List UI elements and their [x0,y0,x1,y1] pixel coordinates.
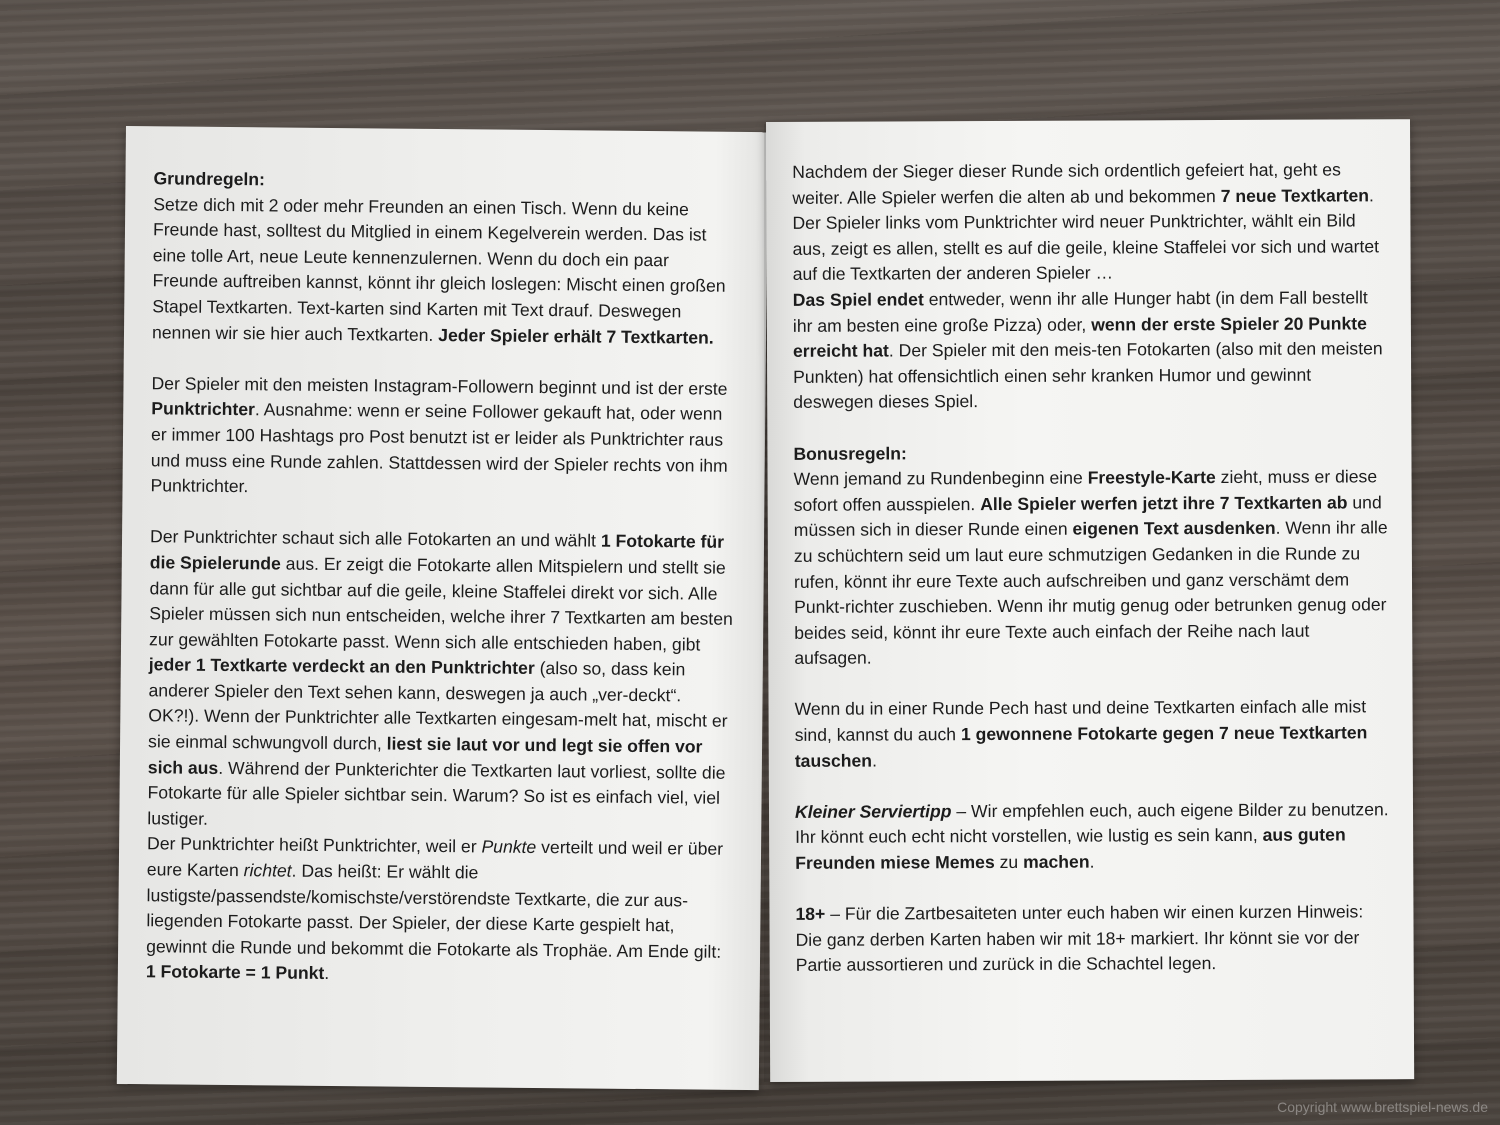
paragraph-name [146,832,731,991]
text-punktrichter-bold: Punktrichter [151,398,256,420]
text-grundregeln-bold: Jeder Spieler erhält 7 Textkarten. [438,324,714,348]
text-name-italic-1: Punkte [481,836,537,858]
text-tipp-bold-italic: Kleiner Serviertipp [794,801,952,822]
heading-grundregeln: Grundregeln: [153,168,266,190]
paragraph-grundregeln [152,166,738,351]
text-tipp-3: . [1089,851,1095,872]
text-name-3: . Das heißt: Er wählt die lustigste/passendste/komischste/verstörendste Textkarte, die zur aus-liegenden Fotokarte passt. Der Spieler, der diese Karte gespielt hat, gewinnt die Runde und bekommt die Fotokarte als Trophäe. Am Ende gilt: [146,860,722,962]
watermark: Copyright www.brettspiel-news.de [1277,1099,1488,1115]
text-bonus-bold-3: eigenen Text ausdenken [1072,518,1276,539]
text-name-4: . [324,963,330,984]
text-tipp-1: – Wir empfehlen euch, auch eigene Bilder zu benutzen. Ihr könnt euch echt nicht vorstellen, wie lustig es sein kann, [795,799,1389,848]
paragraph-punktrichter [150,371,735,505]
text-name-2: verteilt und weil er über eure Karten [146,837,724,881]
paragraph-ablauf [147,525,734,838]
text-ende-2: . Der Spieler mit den meis-ten Fotokarten (also mit den meisten Punkten) hat offensichtlich einen sehr kranken Humor und gewinnt deswegen dieses Spiel. [793,338,1383,413]
text-ablauf-2: aus. Er zeigt die Fotokarte allen Mitspielern und stellt sie dann für alle gut sichtbar auf die geile, kleine Staffelei direkt vor sich. Alle Spieler müssen sich nun entscheiden, welche ihrer 7 Textkarten am besten zur gewählten Fotokarte passt. Wenn sich alle entschieden haben, gibt [148,553,733,655]
text-tipp-bold-1: aus guten Freunden miese Memes [795,824,1346,873]
page-left [117,126,768,1090]
paragraph-ende [793,285,1388,416]
text-ablauf-4: . Während der Punkterichter die Textkarten laut vorliest, sollte die Fotokarte für alle Spieler sichtbar sein. Warum? So ist es einfach viel, viel lustiger. [147,757,726,829]
text-ablauf-1: Der Punktrichter schaut sich alle Fotokarten an und wählt [149,526,601,551]
paragraph-age [795,900,1389,979]
text-weiter-2: . Der Spieler links vom Punktrichter wird neuer Punktrichter, wählt ein Bild aus, zeigt es allen, stellt es auf die geile, kleine Staffelei vor sich und wartet auf die Textkarten der anderen Spieler … [792,184,1380,285]
text-ablauf-bold-3: liest sie laut vor und legt sie offen vor sich aus [147,733,703,778]
text-ende-1: entweder, wenn ihr alle Hunger habt (in dem Fall bestellt ihr am besten eine große Pizza) oder, [792,287,1368,336]
text-pech-2: . [871,750,877,771]
text-bonus-4: . Wenn ihr alle zu schüchtern seid um laut eure schmutzigen Gedanken in die Runde zu rufen, könnt ihr eure Texte auch aufschreiben und ganz verschämt dem Punkt-richter zuschieben. Wenn ihr mutig genug oder betrunken genug oder beides seid, könnt ihr eure Texte auch einfach der Reihe nach laut aufsagen. [793,517,1388,669]
text-tipp-bold-2: machen [1023,851,1090,872]
heading-bonusregeln: Bonusregeln: [793,442,907,464]
text-age-1: – Für die Zartbesaiteten unter euch haben wir einen kurzen Hinweis: Die ganz derben Karten haben wir mit 18+ markiert. Ihr könnt sie vor der Partie aussortieren und zurück in die Schachtel legen. [795,901,1364,976]
text-bonus-bold-2: Alle Spieler werfen jetzt ihre 7 Textkarten ab [980,492,1348,514]
text-bonus-3: und müssen sich in dieser Runde einen [793,492,1382,541]
text-punktrichter-1: Der Spieler mit den meisten Instagram-Followern beginnt und ist der erste [151,373,728,399]
text-ablauf-bold-1: 1 Fotokarte für die Spielerunde [149,530,725,574]
text-pech-bold: 1 gewonnene Fotokarte gegen 7 neue Textkarten tauschen [794,722,1368,771]
text-name-bold: 1 Fotokarte = 1 Punkt [145,961,325,984]
text-ende-bold-1: Das Spiel endet [792,289,924,310]
text-age-bold: 18+ [795,903,826,925]
paragraph-weiter [792,157,1387,288]
text-ende-bold-2: wenn der erste Spieler 20 Punkte erreicht hat [792,312,1367,362]
text-bonus-2: zieht, muss er diese sofort offen ausspielen. [793,466,1378,515]
text-bonus-1: Wenn jemand zu Rundenbeginn eine [793,467,1088,490]
text-weiter-bold: 7 neue Textkarten [1220,184,1370,206]
text-punktrichter-2: . Ausnahme: wenn er seine Follower gekauft hat, oder wenn er immer 100 Hashtags pro Post benutzt ist er leider als Punktrichter raus und muss eine Runde zahlen. Stattdessen wird der Spieler rechts von ihm Punktrichter. [150,399,728,497]
text-weiter-1: Nachdem der Sieger dieser Runde sich ordentlich gefeiert hat, geht es weiter. Alle Spieler werfen die alten ab und bekommen [792,159,1341,208]
paragraph-pech [795,695,1389,774]
text-name-italic-2: richtet [243,860,292,881]
paragraph-bonusregeln [793,439,1388,672]
text-bonus-bold-1: Freestyle-Karte [1087,467,1216,488]
text-grundregeln-intro: Setze dich mit 2 oder mehr Freunden an einen Tisch. Wenn du keine Freunde hast, solltest du Mitglied in einem Kegelverein werden. Das ist eine tolle Art, neue Leute kennenzulernen. Wenn du doch ein paar Freunde auftreiben kannst, könnt ihr gleich loslegen: Mischt einen großen Stapel Textkarten. Text-karten sind Karten mit Text drauf. Deswegen nennen wir sie hier auch Textkarten. [151,193,726,345]
paragraph-tipp [795,797,1389,876]
text-tipp-2: zu [994,851,1024,873]
text-ablauf-3: (also so, dass kein anderer Spieler den Text sehen kann, deswegen ja auch „ver-deckt“. OK?!). Wenn der Punktrichter alle Textkarten eingesam-melt hat, mischt er sie einmal schwungvoll durch, [147,658,728,754]
page-right [766,119,1414,1082]
text-pech-1: Wenn du in einer Runde Pech hast und deine Textkarten einfach alle mist sind, kannst du auch [794,696,1367,745]
text-ablauf-bold-2: jeder 1 Textkarte verdeckt an den Punktrichter [148,654,535,679]
text-name-1: Der Punktrichter heißt Punktrichter, weil er [147,833,482,857]
